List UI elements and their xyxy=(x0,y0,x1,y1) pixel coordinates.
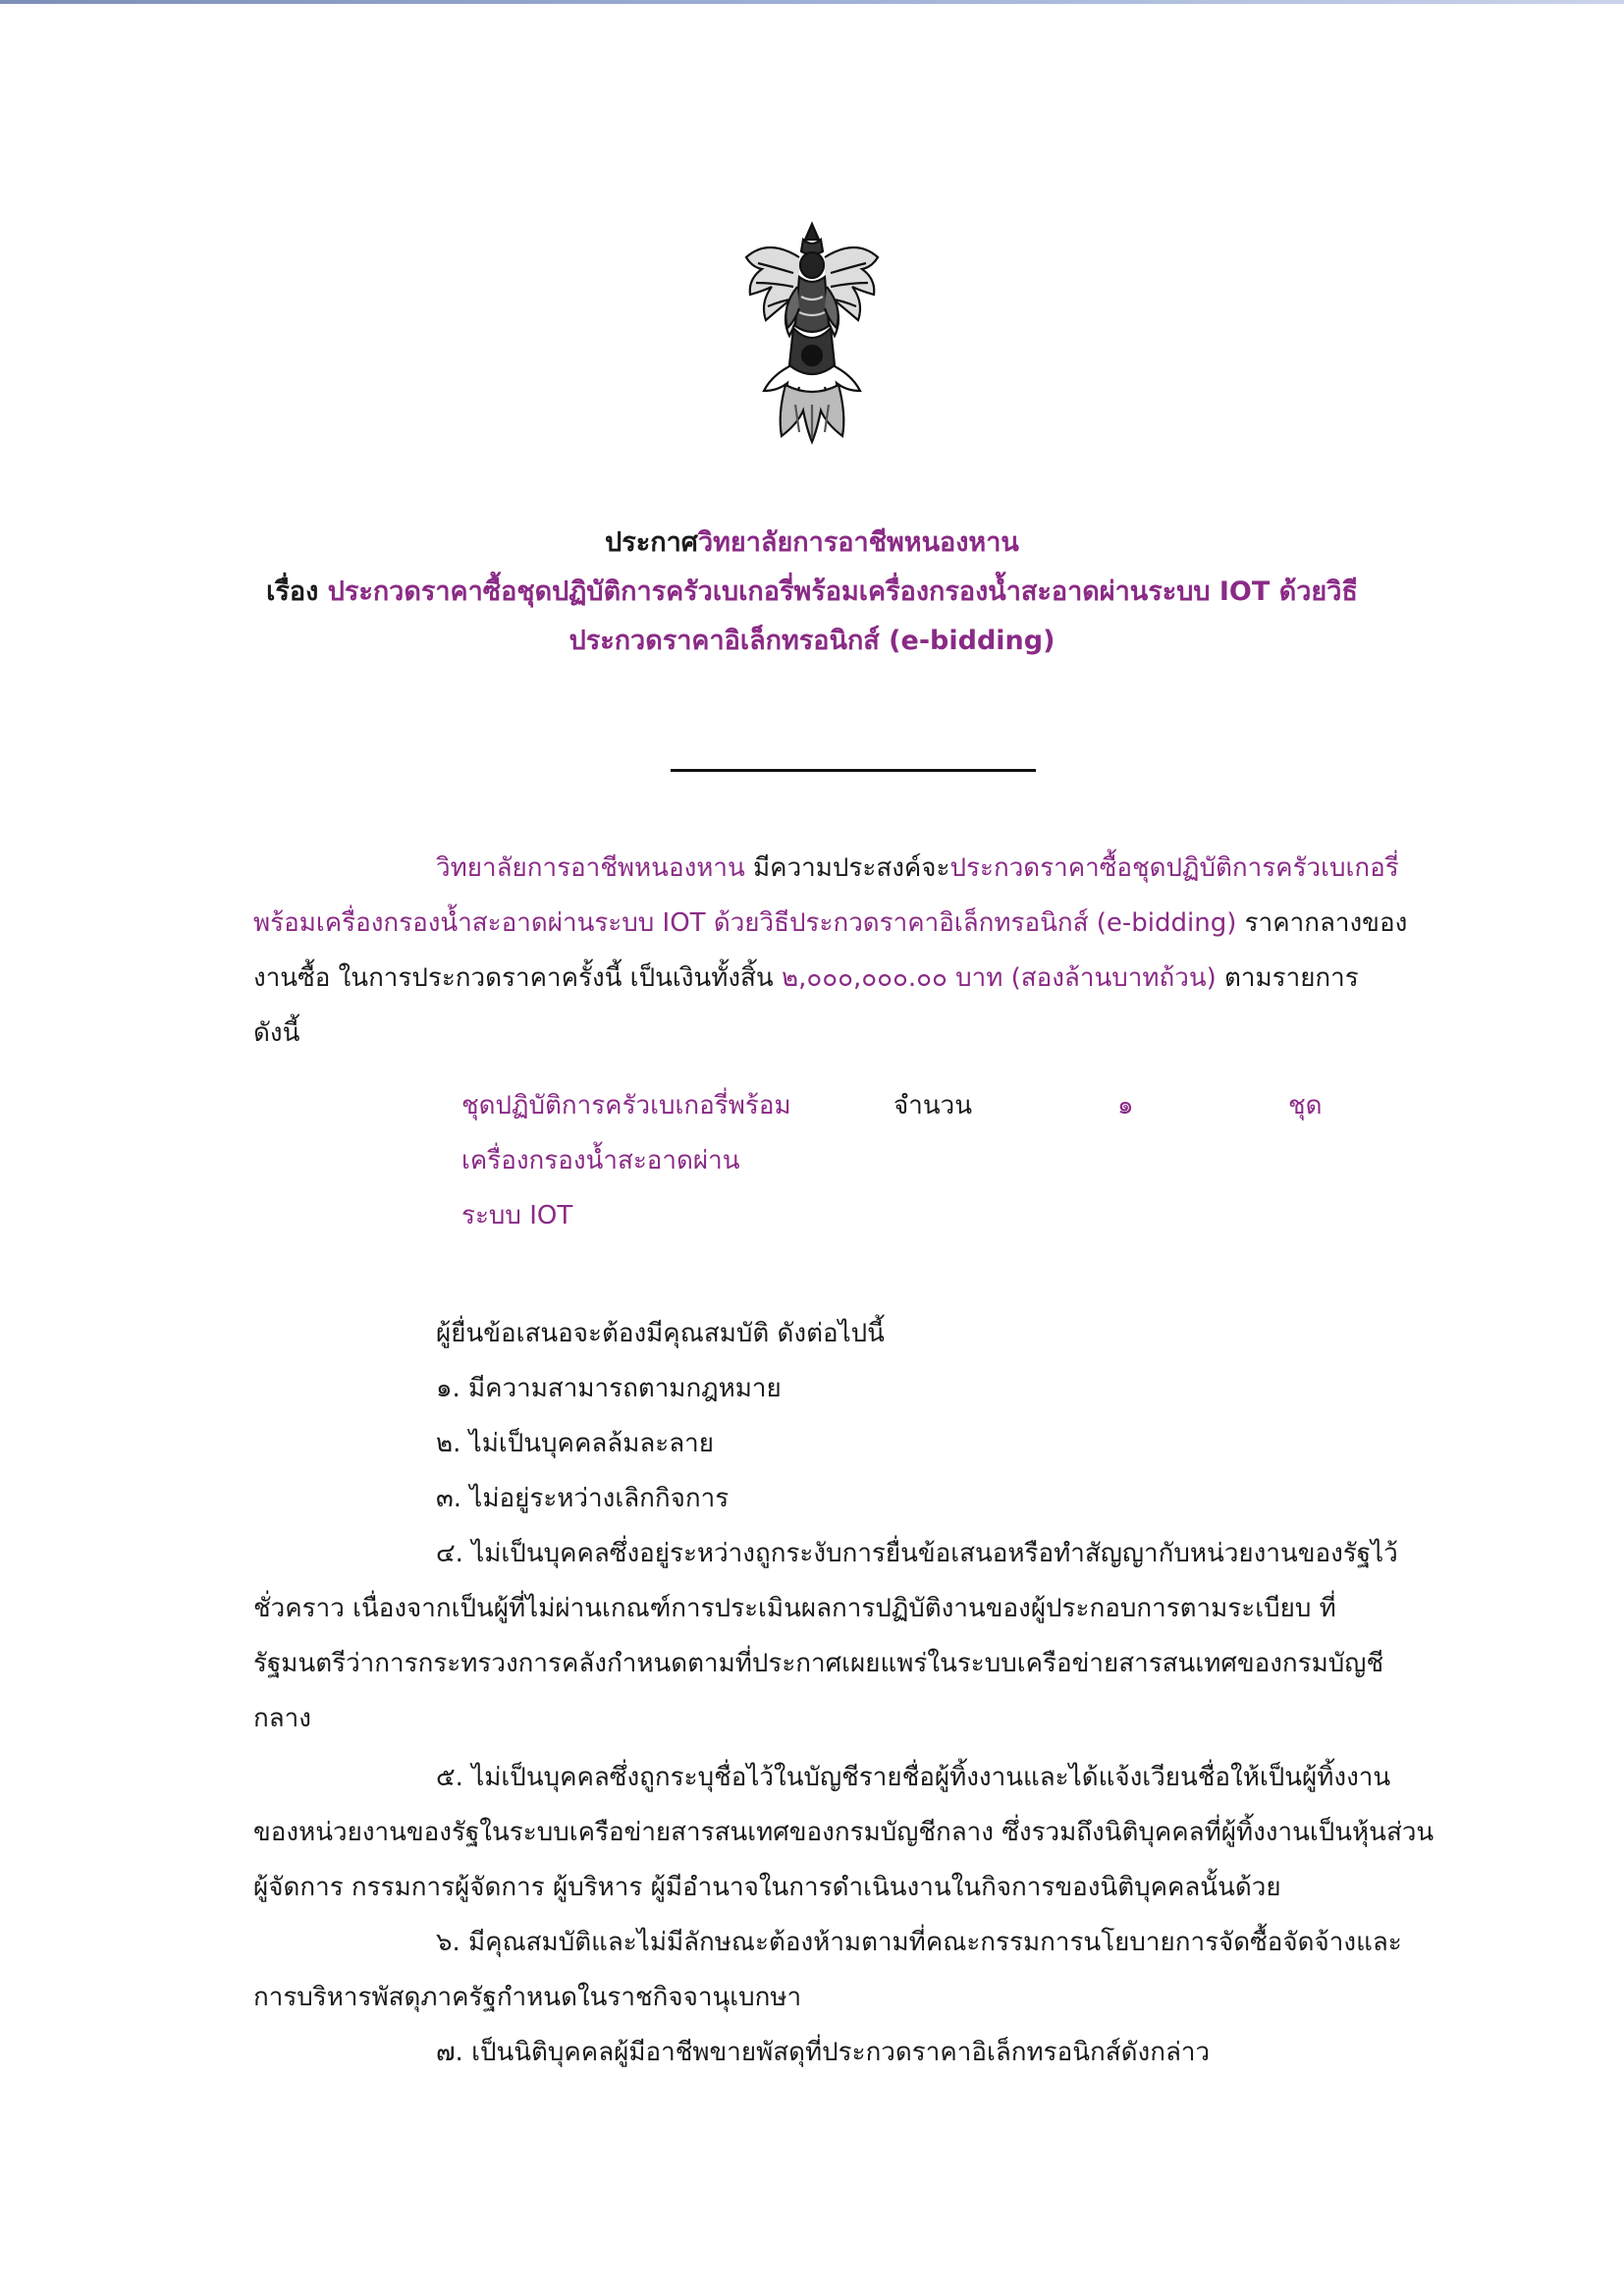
garuda-emblem-icon xyxy=(738,218,886,446)
qualification-continuation: กลาง xyxy=(253,1704,311,1733)
intro-organization: วิทยาลัยการอาชีพหนองหาน xyxy=(436,853,745,883)
qualification-continuation: ชั่วคราว เนื่องจากเป็นผู้ที่ไม่ผ่านเกณฑ์การประเมินผลการปฏิบัติงานของผู้ประกอบการตามระเบียบ ที่ xyxy=(253,1594,1336,1623)
qualification-item: ๓. ไม่อยู่ระหว่างเลิกกิจการ xyxy=(436,1484,730,1513)
qualification-continuation: ผู้จัดการ กรรมการผู้จัดการ ผู้บริหาร ผู้มีอำนาจในการดำเนินงานในกิจการของนิติบุคคลนั้นด้วย xyxy=(253,1873,1281,1902)
qualification-continuation: รัฐมนตรีว่าการกระทรวงการคลังกำหนดตามที่ประกาศเผยแพร่ในระบบเครือข่ายสารสนเทศของกรมบัญชี xyxy=(253,1649,1384,1678)
qualification-item: ๗. เป็นนิติบุคคลผู้มีอาชีพขายพัสดุที่ประกวดราคาอิเล็กทรอนิกส์ดังกล่าว xyxy=(436,2038,1211,2067)
qualification-item: ๖. มีคุณสมบัติและไม่มีลักษณะต้องห้ามตามที่คณะกรรมการนโยบายการจัดซื้อจัดจ้างและ xyxy=(436,1928,1402,1957)
intro-line-1 xyxy=(253,841,1432,896)
intro-line-4: ดังนี้ xyxy=(253,1018,300,1048)
qualification-item: ๒. ไม่เป็นบุคคลล้มละลาย xyxy=(436,1429,715,1458)
qualifications-section xyxy=(253,1306,1471,2080)
qualification-continuation: ของหน่วยงานของรัฐในระบบเครือข่ายสารสนเทศของกรมบัญชีกลาง ซึ่งรวมถึงนิติบุคคลที่ผู้ทิ้งงานเป็นหุ้นส่วน xyxy=(253,1818,1435,1847)
item-name-line: เครื่องกรองน้ำสะอาดผ่าน xyxy=(461,1146,740,1175)
announcement-header xyxy=(0,519,1624,666)
header-prefix: ประกาศ xyxy=(605,527,698,558)
item-quantity: ๑ xyxy=(1117,1091,1134,1121)
intro-purpose-2: พร้อมเครื่องกรองน้ำสะอาดผ่านระบบ IOT ด้วยวิธีประกวดราคาอิเล็กทรอนิกส์ (e-bidding) xyxy=(253,908,1237,938)
item-name-line: ชุดปฏิบัติการครัวเบเกอรี่พร้อม xyxy=(461,1091,791,1121)
intro-text-4: ตามรายการ xyxy=(1216,963,1359,993)
item-name-line: ระบบ IOT xyxy=(461,1201,573,1230)
header-line-2 xyxy=(0,568,1624,617)
intro-amount: ๒,๐๐๐,๐๐๐.๐๐ บาท (สองล้านบาทถ้วน) xyxy=(781,963,1217,993)
qualifications-heading: ผู้ยื่นข้อเสนอจะต้องมีคุณสมบัติ ดังต่อไปนี้ xyxy=(436,1319,885,1348)
intro-text-2: ราคากลางของ xyxy=(1236,908,1408,938)
intro-text-1: มีความประสงค์จะ xyxy=(744,853,950,883)
header-organization: วิทยาลัยการอาชีพหนองหาน xyxy=(697,527,1019,558)
item-name xyxy=(461,1078,835,1243)
header-line-3: ประกวดราคาอิเล็กทรอนิกส์ (e-bidding) xyxy=(568,626,1056,656)
subject-text: ประกวดราคาซื้อชุดปฏิบัติการครัวเบเกอรี่พร้อมเครื่องกรองน้ำสะอาดผ่านระบบ IOT ด้วยวิธี xyxy=(327,576,1358,607)
intro-paragraph xyxy=(253,841,1432,1061)
qualification-item: ๕. ไม่เป็นบุคคลซึ่งถูกระบุชื่อไว้ในบัญชีรายชื่อผู้ทิ้งงานและได้แจ้งเวียนชื่อให้เป็นผู้ทิ้งงาน xyxy=(436,1763,1391,1792)
intro-line-3 xyxy=(253,951,1432,1006)
header-line-1 xyxy=(0,519,1624,568)
qualification-continuation: การบริหารพัสดุภาครัฐกำหนดในราชกิจจานุเบกษา xyxy=(253,1983,802,2012)
item-quantity-label: จำนวน xyxy=(893,1091,972,1121)
item-unit: ชุด xyxy=(1288,1091,1323,1121)
qualification-item: ๔. ไม่เป็นบุคคลซึ่งอยู่ระหว่างถูกระงับการยื่นข้อเสนอหรือทำสัญญากับหน่วยงานของรัฐไว้ xyxy=(436,1539,1398,1568)
subject-label: เรื่อง xyxy=(266,576,319,607)
qualification-item: ๑. มีความสามารถตามกฎหมาย xyxy=(436,1374,782,1403)
intro-line-2 xyxy=(253,896,1432,951)
header-divider xyxy=(671,769,1036,772)
scan-edge xyxy=(0,0,1624,4)
intro-purpose-1: ประกวดราคาซื้อชุดปฏิบัติการครัวเบเกอรี่ xyxy=(949,853,1399,883)
intro-text-3: งานซื้อ ในการประกวดราคาครั้งนี้ เป็นเงินทั้งสิ้น xyxy=(253,963,782,993)
